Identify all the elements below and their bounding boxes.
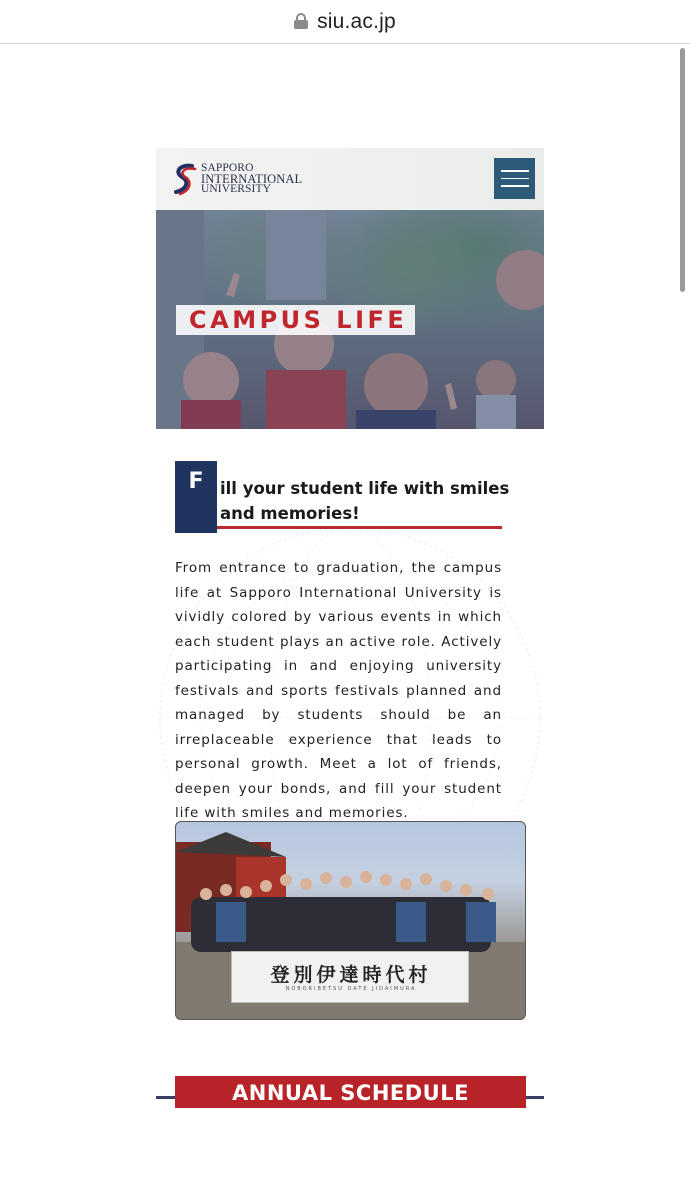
- url-text[interactable]: siu.ac.jp: [317, 9, 396, 33]
- village-sign: [231, 951, 469, 1003]
- drop-cap-box: F: [175, 461, 217, 533]
- hamburger-icon: [501, 170, 529, 172]
- site-page: [156, 148, 544, 1108]
- sign-text: 登別伊達時代村: [270, 964, 432, 986]
- annual-schedule-heading: ANNUAL SCHEDULE: [175, 1076, 526, 1108]
- page-scrollbar[interactable]: [680, 48, 685, 292]
- hero-title: CAMPUS LIFE: [176, 305, 415, 335]
- university-logo[interactable]: [172, 162, 302, 196]
- menu-button[interactable]: [494, 158, 535, 199]
- hero-banner: [156, 210, 544, 429]
- logo-line-1: SAPPORO: [201, 162, 254, 175]
- address-bar[interactable]: [0, 0, 690, 44]
- group-photo: [175, 821, 526, 1020]
- logo-line-3: UNIVERSITY: [201, 183, 271, 196]
- logo-line-2: INTERNATIONAL: [201, 171, 303, 186]
- lock-icon: [294, 13, 308, 29]
- heading-underline: [217, 526, 502, 529]
- intro-paragraph: From entrance to graduation, the campus life at Sapporo International University is vividly colored by various events in which each student plays an active role. Actively participating in and enjoying university festivals and sports festivals planned and managed by students should be an irreplaceable experience that leads to personal growth. Meet a lot of friends, deepen your bonds, and fill your student life with smiles and memories.: [175, 560, 502, 821]
- siu-emblem-icon: [172, 162, 198, 196]
- site-header: [156, 148, 544, 210]
- sign-subtext: NOBORIBETSU DATE JIDAIMURA: [285, 986, 417, 992]
- section-heading: ill your student life with smiles and memories!: [220, 479, 510, 523]
